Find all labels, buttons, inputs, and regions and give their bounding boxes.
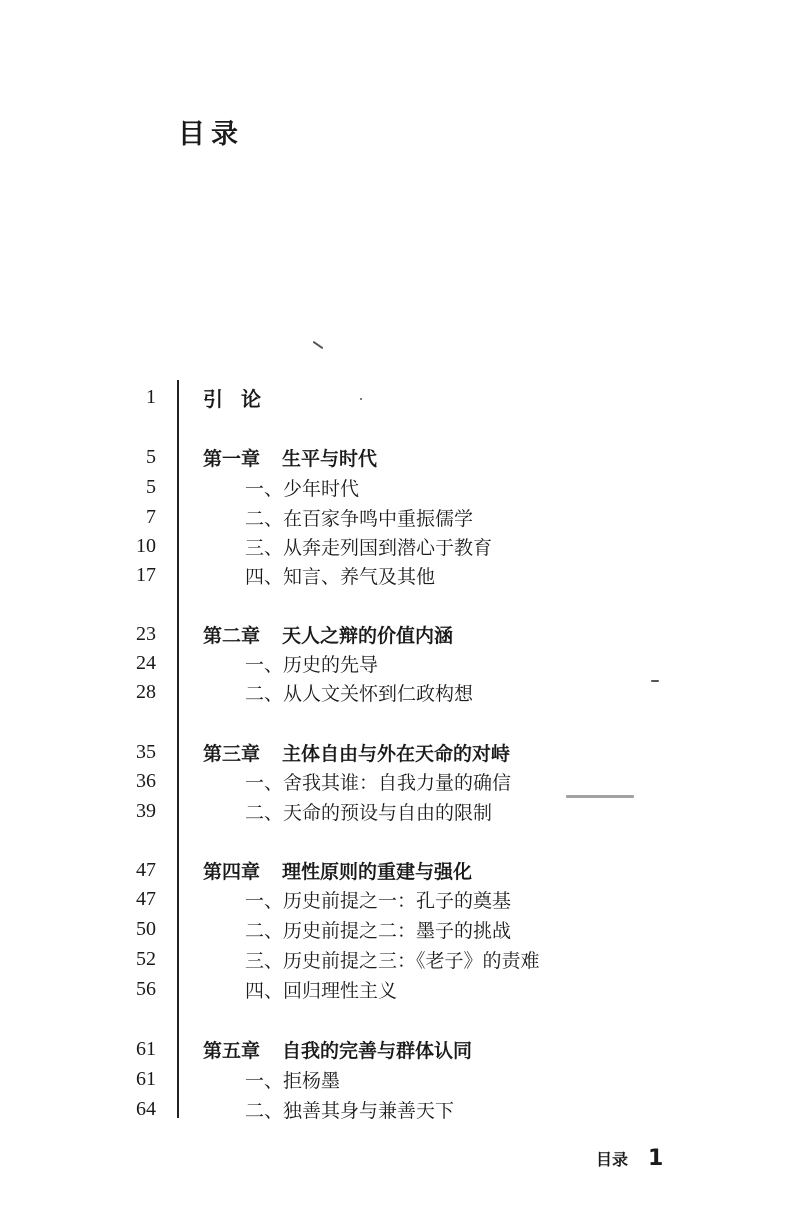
chapter-title: 主体自由与外在天命的对峙 <box>282 742 511 765</box>
section-title: 二、天命的预设与自由的限制 <box>245 801 493 824</box>
scan-speck <box>360 398 362 400</box>
section-title: 一、拒杨墨 <box>245 1069 341 1092</box>
chapter-number: 第二章 <box>203 624 261 647</box>
toc-section[interactable] <box>0 974 790 1004</box>
toc-section[interactable] <box>0 472 790 502</box>
chapter-title: 生平与时代 <box>282 447 378 470</box>
footer-label: 目录 <box>596 1150 629 1169</box>
chapter-heading <box>203 739 510 766</box>
page-number: 1 <box>146 385 156 408</box>
page-number: 56 <box>136 977 156 1000</box>
toc-section[interactable] <box>0 677 790 707</box>
page-footer <box>596 1146 663 1171</box>
scan-speck <box>313 341 324 350</box>
scan-speck <box>651 680 659 682</box>
section-title: 三、从奔走列国到潜心于教育 <box>245 536 493 559</box>
page-number: 64 <box>136 1097 156 1120</box>
page-number: 7 <box>146 505 156 528</box>
chapter-heading <box>203 1036 472 1063</box>
page-number: 39 <box>136 799 156 822</box>
section-title: 二、独善其身与兼善天下 <box>245 1099 455 1122</box>
toc-chapter-5[interactable] <box>0 1034 790 1064</box>
section-title: 四、回归理性主义 <box>245 979 398 1002</box>
toc-section[interactable] <box>0 884 790 914</box>
toc-chapter-4[interactable] <box>0 855 790 885</box>
section-title: 二、从人文关怀到仁政构想 <box>245 682 474 705</box>
page-number: 17 <box>136 563 156 586</box>
page-number: 24 <box>136 651 156 674</box>
toc-section[interactable] <box>0 944 790 974</box>
page-number: 61 <box>136 1067 156 1090</box>
scan-speck <box>566 795 634 798</box>
section-title: 一、少年时代 <box>245 477 360 500</box>
intro-title: 引论 <box>203 386 279 411</box>
toc-section[interactable] <box>0 1094 790 1124</box>
page-number: 47 <box>136 887 156 910</box>
footer-page-number: 1 <box>648 1146 664 1171</box>
page-number: 47 <box>136 858 156 881</box>
chapter-number: 第四章 <box>203 860 261 883</box>
page-number: 61 <box>136 1037 156 1060</box>
toc-section[interactable] <box>0 560 790 590</box>
chapter-title: 自我的完善与群体认同 <box>282 1039 473 1062</box>
toc-section[interactable] <box>0 766 790 796</box>
chapter-heading <box>203 857 472 884</box>
page-number: 35 <box>136 740 156 763</box>
toc-section[interactable] <box>0 796 790 826</box>
page-number: 52 <box>136 947 156 970</box>
toc-section[interactable] <box>0 1064 790 1094</box>
toc-intro[interactable] <box>0 382 790 412</box>
toc-chapter-3[interactable] <box>0 737 790 767</box>
chapter-number: 第五章 <box>203 1039 261 1062</box>
section-title: 四、知言、养气及其他 <box>245 565 436 588</box>
chapter-title: 理性原则的重建与强化 <box>282 860 473 883</box>
page-number: 36 <box>136 769 156 792</box>
chapter-heading <box>203 621 453 648</box>
chapter-heading <box>203 444 377 471</box>
page-title: 目录 <box>178 119 244 150</box>
section-title: 一、舍我其谁：自我力量的确信 <box>245 771 512 794</box>
chapter-number: 第一章 <box>203 447 261 470</box>
toc-chapter-1[interactable] <box>0 442 790 472</box>
page-number: 50 <box>136 917 156 940</box>
toc-section[interactable] <box>0 648 790 678</box>
toc-section[interactable] <box>0 914 790 944</box>
section-title: 三、历史前提之三：《老子》的责难 <box>245 949 540 972</box>
section-title: 二、历史前提之二：墨子的挑战 <box>245 919 512 942</box>
chapter-title: 天人之辩的价值内涵 <box>282 624 454 647</box>
toc-section[interactable] <box>0 502 790 532</box>
page-number: 10 <box>136 534 156 557</box>
page-number: 5 <box>146 475 156 498</box>
section-title: 一、历史前提之一：孔子的奠基 <box>245 889 512 912</box>
toc-section[interactable] <box>0 531 790 561</box>
page-number: 23 <box>136 622 156 645</box>
section-title: 一、历史的先导 <box>245 653 379 676</box>
page-number: 5 <box>146 445 156 468</box>
page-number: 28 <box>136 680 156 703</box>
section-title: 二、在百家争鸣中重振儒学 <box>245 507 474 530</box>
chapter-number: 第三章 <box>203 742 261 765</box>
toc-chapter-2[interactable] <box>0 619 790 649</box>
